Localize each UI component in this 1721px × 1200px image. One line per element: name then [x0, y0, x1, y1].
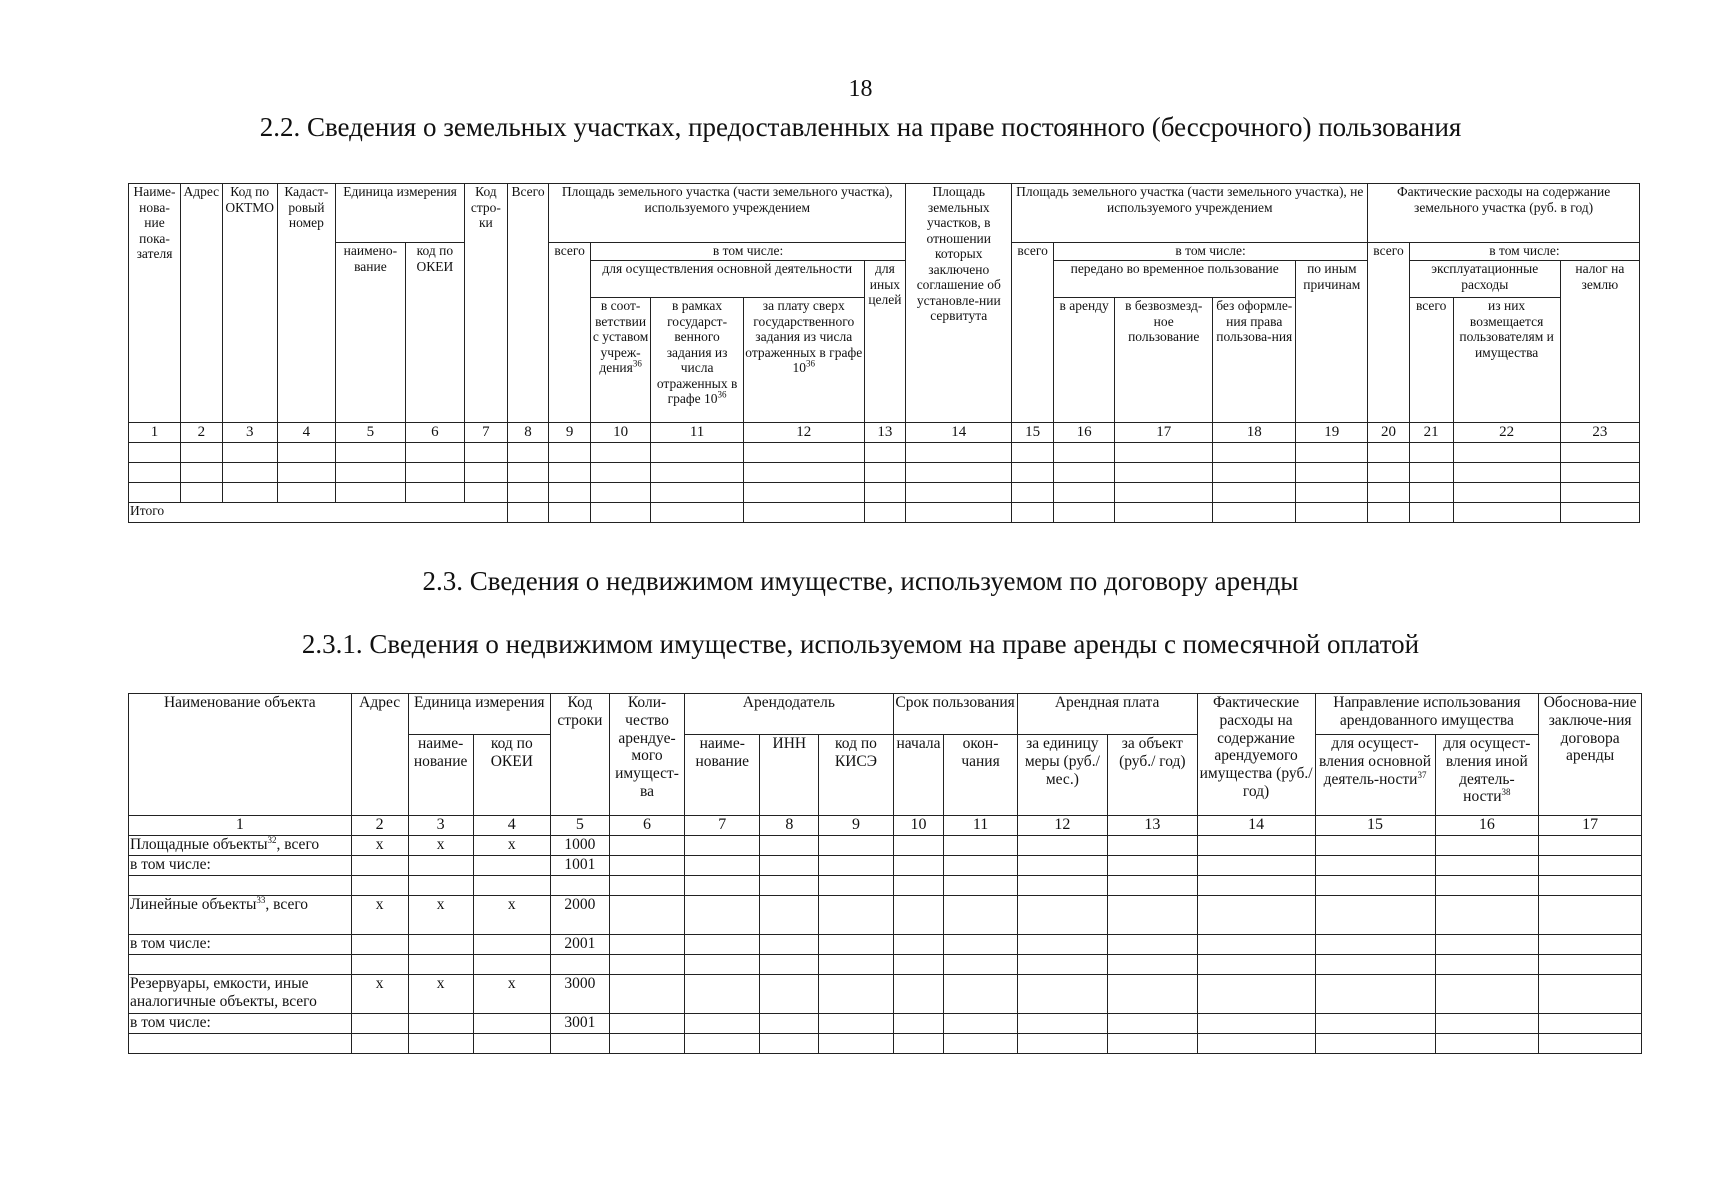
header-rent-object: за объект (руб./ год)	[1108, 735, 1197, 816]
cell	[1315, 975, 1435, 1014]
column-number: 15	[1012, 423, 1054, 443]
cell	[893, 856, 944, 876]
header-main-activity: для осуществления основной деятельности	[590, 261, 864, 298]
row-code: 1001	[550, 856, 609, 876]
column-number: 14	[906, 423, 1012, 443]
lease-property-table	[128, 693, 1642, 1054]
row-name: в том числе:	[129, 935, 352, 955]
header-line-code: Код стро-ки	[465, 184, 508, 423]
header-per-charter: в соот-ветствии с уставом учреж-дения$^{36}$	[590, 298, 650, 423]
cell	[1315, 856, 1435, 876]
table-row	[129, 935, 1642, 955]
cell	[550, 1034, 609, 1054]
cell	[351, 1034, 408, 1054]
header-address: Адрес	[181, 184, 223, 423]
cell	[893, 1034, 944, 1054]
cell	[609, 836, 684, 856]
cell	[1315, 876, 1435, 896]
cell	[760, 856, 819, 876]
column-number: 20	[1368, 423, 1410, 443]
row-code: 2000	[550, 896, 609, 935]
header-free-use: в безвозмезд-ное пользование	[1115, 298, 1213, 423]
cell	[550, 955, 609, 975]
table-row	[129, 975, 1642, 1014]
cell	[944, 1034, 1017, 1054]
cell	[760, 876, 819, 896]
table-row	[129, 955, 1642, 975]
cell	[609, 975, 684, 1014]
header-lessor-name: наиме-нование	[685, 735, 760, 816]
column-number: 13	[864, 423, 906, 443]
row-unit-okei: x	[473, 836, 550, 856]
cell	[609, 896, 684, 935]
header-lessor: Арендодатель	[685, 694, 893, 735]
column-number: 21	[1409, 423, 1453, 443]
column-numbers-row	[129, 816, 1642, 836]
column-number: 10	[893, 816, 944, 836]
cell	[760, 975, 819, 1014]
header-operating: эксплуатационные расходы	[1409, 261, 1560, 298]
cell	[1435, 975, 1539, 1014]
cell	[893, 896, 944, 935]
row-unit-name	[408, 856, 473, 876]
cell	[944, 896, 1017, 935]
header-area-unused-incl: в том числе:	[1053, 243, 1367, 261]
table-row	[129, 483, 1640, 503]
cell	[893, 955, 944, 975]
header-area-unused: Площадь земельного участка (части земельного участка), не используемого учреждением	[1012, 184, 1368, 243]
table-row	[129, 1034, 1642, 1054]
cell	[351, 955, 408, 975]
cell	[1108, 856, 1197, 876]
row-address	[351, 856, 408, 876]
row-unit-okei: x	[473, 896, 550, 935]
total-row	[129, 503, 1640, 523]
header-actual-costs: Фактические расходы на содержание земельного участка (руб. в год)	[1368, 184, 1640, 243]
row-unit-name	[408, 1014, 473, 1034]
header-servitude: Площадь земельных участков, в отношении которых заключено соглашение об установле-нии сервитута	[906, 184, 1012, 423]
cell	[944, 955, 1017, 975]
cell	[760, 1034, 819, 1054]
cell	[819, 1034, 893, 1054]
column-number: 1	[129, 423, 181, 443]
header-unit-okei: код по ОКЕИ	[473, 735, 550, 816]
header-costs-incl: в том числе:	[1409, 243, 1639, 261]
cell	[129, 876, 352, 896]
row-unit-name: x	[408, 836, 473, 856]
cell	[609, 856, 684, 876]
cell	[760, 896, 819, 935]
cell	[685, 836, 760, 856]
cell	[1539, 975, 1642, 1014]
cell	[609, 935, 684, 955]
header-other-reasons: по иным причинам	[1296, 261, 1368, 423]
cell	[1435, 1014, 1539, 1034]
cell	[760, 955, 819, 975]
header-costs-all: всего	[1368, 243, 1410, 423]
column-number: 8	[760, 816, 819, 836]
cell	[893, 1014, 944, 1034]
cell	[1539, 876, 1642, 896]
cell	[685, 1014, 760, 1034]
row-name: Линейные объекты$^{33}$, всего	[129, 896, 352, 935]
column-number: 2	[351, 816, 408, 836]
cell	[351, 876, 408, 896]
cell	[819, 955, 893, 975]
column-number: 12	[743, 423, 864, 443]
cell	[1435, 935, 1539, 955]
cell	[1108, 935, 1197, 955]
cell	[1435, 876, 1539, 896]
column-number: 12	[1017, 816, 1107, 836]
header-inn: ИНН	[760, 735, 819, 816]
cell	[1539, 856, 1642, 876]
column-number: 16	[1435, 816, 1539, 836]
header-area-unused-all: всего	[1012, 243, 1054, 423]
header-unit: Единица измерения	[336, 184, 465, 243]
row-name: в том числе:	[129, 856, 352, 876]
cell	[1435, 856, 1539, 876]
cell	[1539, 896, 1642, 935]
cell	[944, 975, 1017, 1014]
cell	[408, 1034, 473, 1054]
header-area-used-all: всего	[549, 243, 591, 423]
cell	[685, 876, 760, 896]
column-number: 11	[651, 423, 744, 443]
row-unit-okei	[473, 856, 550, 876]
header-line-code: Код строки	[550, 694, 609, 816]
cell	[685, 975, 760, 1014]
column-number: 3	[222, 423, 277, 443]
header-area-used-incl: в том числе:	[590, 243, 905, 261]
cell	[1017, 1034, 1107, 1054]
row-code: 2001	[550, 935, 609, 955]
cell	[1197, 975, 1315, 1014]
header-no-rights: без оформле-ния права пользова-ния	[1213, 298, 1296, 423]
cell	[944, 836, 1017, 856]
header-temp-use: передано во временное пользование	[1053, 261, 1295, 298]
header-unit: Единица измерения	[408, 694, 550, 735]
column-number: 15	[1315, 816, 1435, 836]
cell	[1539, 1034, 1642, 1054]
cell	[944, 1014, 1017, 1034]
header-reimbursed: из них возмещается пользователям и имущества	[1453, 298, 1560, 423]
cell	[893, 975, 944, 1014]
header-dir-main: для осущест-вления основной деятель-ности$^{37}$	[1315, 735, 1435, 816]
column-number: 7	[685, 816, 760, 836]
cell	[1108, 896, 1197, 935]
column-number: 13	[1108, 816, 1197, 836]
cell	[609, 955, 684, 975]
cell	[1315, 1034, 1435, 1054]
row-name: Площадные объекты$^{32}$, всего	[129, 836, 352, 856]
cell	[1017, 896, 1107, 935]
cell	[1315, 935, 1435, 955]
cell	[1197, 1014, 1315, 1034]
row-code: 3001	[550, 1014, 609, 1034]
cell	[1539, 935, 1642, 955]
land-plots-table	[128, 183, 1640, 523]
column-number: 4	[277, 423, 335, 443]
cell	[1197, 876, 1315, 896]
cell	[1108, 1014, 1197, 1034]
cell	[1539, 836, 1642, 856]
header-dir-other: для осущест-вления иной деятель-ности$^{38}$	[1435, 735, 1539, 816]
cell	[1108, 876, 1197, 896]
header-rent: Арендная плата	[1017, 694, 1197, 735]
header-oktmo: Код по ОКТМО	[222, 184, 277, 423]
cell	[1017, 975, 1107, 1014]
cell	[408, 955, 473, 975]
row-unit-name: x	[408, 896, 473, 935]
column-number: 18	[1213, 423, 1296, 443]
column-number: 22	[1453, 423, 1560, 443]
row-code: 3000	[550, 975, 609, 1014]
cell	[609, 1034, 684, 1054]
cell	[1435, 955, 1539, 975]
cell	[1197, 1034, 1315, 1054]
cell	[1017, 1014, 1107, 1034]
cell	[1197, 935, 1315, 955]
cell	[760, 935, 819, 955]
header-direction: Направление использования арендованного имущества	[1315, 694, 1539, 735]
section-2-3-title: 2.3. Сведения о недвижимом имуществе, используемом по договору аренды	[422, 566, 1299, 596]
header-land-tax: налог на землю	[1560, 261, 1639, 423]
cell	[473, 876, 550, 896]
row-name: в том числе:	[129, 1014, 352, 1034]
table-row	[129, 876, 1642, 896]
total-label: Итого	[129, 503, 508, 523]
column-number: 16	[1053, 423, 1114, 443]
cell	[1017, 856, 1107, 876]
cell	[1315, 896, 1435, 935]
header-other-goals: для иных целей	[864, 261, 906, 423]
cell	[1197, 836, 1315, 856]
section-2-2-title: 2.2. Сведения о земельных участках, предоставленных на праве постоянного (бессрочного) пользования	[259, 112, 1462, 142]
header-term: Срок пользования	[893, 694, 1017, 735]
cell	[819, 856, 893, 876]
header-object-name: Наименование объекта	[129, 694, 352, 816]
row-address: x	[351, 975, 408, 1014]
cell	[1435, 896, 1539, 935]
header-area-used: Площадь земельного участка (части земельного участка), используемого учреждением	[549, 184, 906, 243]
row-address	[351, 935, 408, 955]
header-unit-okei: код по ОКЕИ	[405, 243, 464, 423]
cell	[609, 1014, 684, 1034]
header-op-all: всего	[1409, 298, 1453, 423]
table-row	[129, 443, 1640, 463]
row-unit-okei: x	[473, 975, 550, 1014]
cell	[685, 856, 760, 876]
header-paid-over: за плату сверх государственного задания из числа отраженных в графе $10^{36}$	[743, 298, 864, 423]
column-number: 5	[550, 816, 609, 836]
header-unit-name: наимено-вание	[336, 243, 406, 423]
cell	[473, 955, 550, 975]
cell	[1197, 856, 1315, 876]
cell	[893, 935, 944, 955]
column-number: 6	[405, 423, 464, 443]
row-unit-name: x	[408, 975, 473, 1014]
cell	[1539, 955, 1642, 975]
cell	[408, 876, 473, 896]
column-number: 5	[336, 423, 406, 443]
header-name: Наиме-нова-ние пока-зателя	[129, 184, 181, 423]
header-term-start: начала	[893, 735, 944, 816]
table-row	[129, 896, 1642, 935]
cell	[819, 975, 893, 1014]
page-number: 18	[848, 76, 873, 102]
column-number: 23	[1560, 423, 1639, 443]
cell	[819, 1014, 893, 1034]
cell	[819, 935, 893, 955]
cell	[1108, 975, 1197, 1014]
table-row	[129, 1014, 1642, 1034]
cell	[819, 896, 893, 935]
column-number: 11	[944, 816, 1017, 836]
header-quantity: Коли-чество арендуе-мого имущест-ва	[609, 694, 684, 816]
cell	[944, 935, 1017, 955]
column-number: 19	[1296, 423, 1368, 443]
cell	[1017, 955, 1107, 975]
cell	[685, 935, 760, 955]
cell	[944, 876, 1017, 896]
column-number: 8	[507, 423, 549, 443]
column-numbers-row	[129, 423, 1640, 443]
column-number: 4	[473, 816, 550, 836]
header-unit-name: наиме-нование	[408, 735, 473, 816]
header-term-end: окон-чания	[944, 735, 1017, 816]
column-number: 9	[549, 423, 591, 443]
column-number: 14	[1197, 816, 1315, 836]
cell	[760, 836, 819, 856]
cell	[1315, 1014, 1435, 1034]
cell	[685, 896, 760, 935]
column-number: 2	[181, 423, 223, 443]
table-row	[129, 856, 1642, 876]
cell	[1108, 1034, 1197, 1054]
column-number: 17	[1539, 816, 1642, 836]
cell	[129, 1034, 352, 1054]
cell	[609, 876, 684, 896]
cell	[760, 1014, 819, 1034]
cell	[893, 876, 944, 896]
header-cadastral: Кадаст-ровый номер	[277, 184, 335, 423]
row-unit-okei	[473, 1014, 550, 1034]
header-justification: Обоснова-ние заключе-ния договора аренды	[1539, 694, 1642, 816]
column-number: 10	[590, 423, 650, 443]
row-address: x	[351, 896, 408, 935]
cell	[1197, 896, 1315, 935]
cell	[1435, 1034, 1539, 1054]
cell	[944, 856, 1017, 876]
row-address	[351, 1014, 408, 1034]
cell	[819, 876, 893, 896]
cell	[1017, 876, 1107, 896]
column-number: 3	[408, 816, 473, 836]
table-row	[129, 463, 1640, 483]
column-number: 9	[819, 816, 893, 836]
section-2-3-1-title: 2.3.1. Сведения о недвижимом имуществе, используемом на праве аренды с помесячной оплатой	[301, 629, 1420, 659]
cell	[685, 955, 760, 975]
cell	[893, 836, 944, 856]
cell	[1017, 935, 1107, 955]
column-number: 6	[609, 816, 684, 836]
column-number: 1	[129, 816, 352, 836]
table-row	[129, 836, 1642, 856]
cell	[473, 1034, 550, 1054]
row-address: x	[351, 836, 408, 856]
cell	[1108, 836, 1197, 856]
row-code: 1000	[550, 836, 609, 856]
header-rent-unit: за единицу меры (руб./мес.)	[1017, 735, 1107, 816]
row-unit-okei	[473, 935, 550, 955]
cell	[129, 955, 352, 975]
row-name: Резервуары, емкости, иные аналогичные объекты, всего	[129, 975, 352, 1014]
cell	[1315, 955, 1435, 975]
cell	[550, 876, 609, 896]
header-state-task: в рамках государст-венного задания из числа отраженных в графе $10^{36}$	[651, 298, 744, 423]
cell	[1539, 1014, 1642, 1034]
header-address: Адрес	[351, 694, 408, 816]
cell	[1197, 955, 1315, 975]
cell	[819, 836, 893, 856]
cell	[1108, 955, 1197, 975]
header-kise: код по КИСЭ	[819, 735, 893, 816]
header-total: Всего	[507, 184, 549, 423]
row-unit-name	[408, 935, 473, 955]
cell	[1017, 836, 1107, 856]
header-actual-costs: Фактические расходы на содержание арендуемого имущества (руб./год)	[1197, 694, 1315, 816]
header-rent: в аренду	[1053, 298, 1114, 423]
cell	[1315, 836, 1435, 856]
cell	[685, 1034, 760, 1054]
cell	[1435, 836, 1539, 856]
column-number: 7	[465, 423, 508, 443]
column-number: 17	[1115, 423, 1213, 443]
